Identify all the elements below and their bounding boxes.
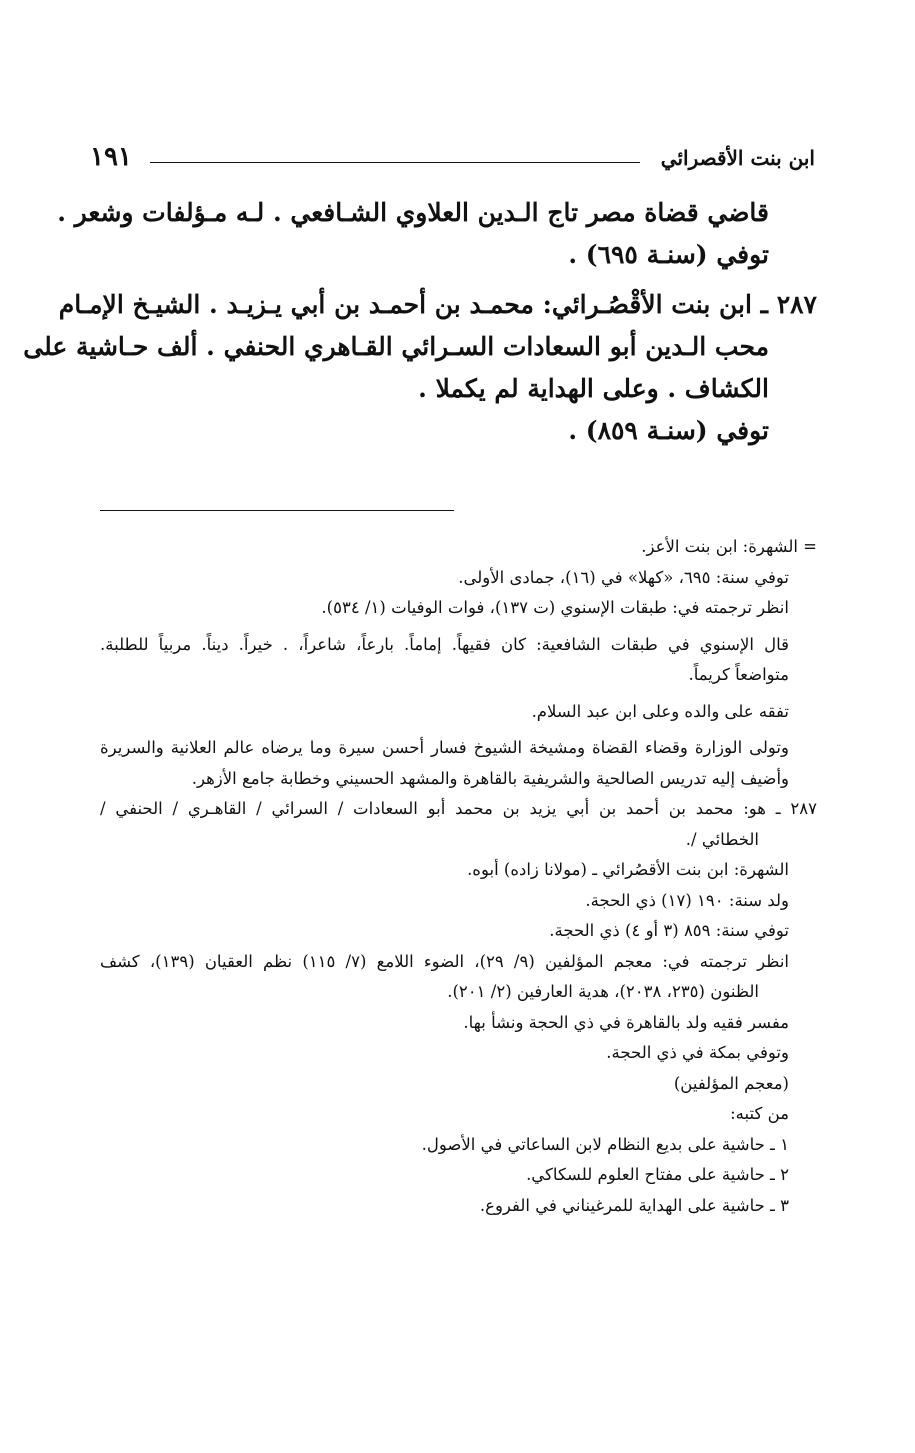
entry-line-1-rest: محمـد بن أحمـد بن أبي يـزيـد . الشيـخ الإمـام xyxy=(58,290,534,319)
fn-287-sources-2: الظنون (٢٣٥، ٢٠٣٨)، هدية العارفين (٢/ ٢٠١). xyxy=(447,982,759,1001)
fn-287-shuhra: الشهرة: ابن بنت الأقصُرائي ـ (مولانا زاده) أبوه. xyxy=(467,860,789,879)
fn-287-desc-2: وتوفي بمكة في ذي الحجة. xyxy=(606,1043,789,1062)
fn-prev-shuhra: = الشهرة: ابن بنت الأعز. xyxy=(641,537,817,556)
entry-number: ٢٨٧ ـ xyxy=(760,290,817,319)
fn-287-book-3: ٣ ـ حاشية على الهداية للمرغيناني في الفروع. xyxy=(479,1195,789,1215)
fn-287-desc-1: مفسر فقيه ولد بالقاهرة في ذي الحجة ونشأ بها. xyxy=(463,1012,789,1032)
prev-entry-continuation: قاضي قضاة مصر تاج الـدين العلاوي الشـافعي . لـه مـؤلفات وشعر . xyxy=(57,198,769,227)
fn-287-sources-1: انظر ترجمته في: معجم المؤلفين (٩/ ٢٩)، الضوء اللامع (٧/ ١١٥) نظم العقيان (١٣٩)، كشف xyxy=(100,951,790,971)
fn-287-death: توفي سنة: ٨٥٩ (٣ أو ٤) ذي الحجة. xyxy=(549,921,789,940)
fn-prev-offices-2: وأضيف إليه تدريس الصالحية والشريفية بالقاهرة والمشهد الحسيني وخطابة جامع الأزهر. xyxy=(191,768,789,788)
fn-287-born: ولد سنة: ١٩٠ (١٧) ذي الحجة. xyxy=(585,890,789,910)
fn-287-who-1: ٢٨٧ ـ هو: محمد بن أحمد بن أبي يزيد بن محمد أبو السعادات / السرائي / القاهـري / الحنفي / xyxy=(100,799,817,818)
prev-entry-death: توفي (سنـة ٦٩٥) . xyxy=(568,240,769,269)
fn-prev-death: توفي سنة: ٦٩٥، «كهلا» في (١٦)، جمادى الأولى. xyxy=(458,567,789,587)
footnotes xyxy=(100,532,817,1221)
page-header xyxy=(90,140,815,180)
fn-prev-quote-1: قال الإسنوي في طبقات الشافعية: كان فقيهاً. إماماً. بارعاً، شاعراً، . خيراً. ديناً. مربياً للطلبة. xyxy=(100,634,789,654)
entry-287-line-2: محب الـدين أبو السعادات السـرائي القـاهري الحنفي . ألف حـاشية على xyxy=(23,332,769,361)
running-title: ابن بنت الأقصرائي xyxy=(660,146,815,170)
page-number: ١٩١ xyxy=(90,142,132,172)
fn-prev-studied: تفقه على والده وعلى ابن عبد السلام. xyxy=(531,701,789,721)
footnote-separator xyxy=(100,510,454,511)
main-text xyxy=(23,192,817,452)
fn-prev-offices-1: وتولى الوزارة وقضاء القضاة ومشيخة الشيوخ فسار أحسن سيرة وما يرضاه عالم العلانية والسريرة xyxy=(100,738,789,757)
entry-heading: ابن بنت الأقْصُـرائي: xyxy=(542,290,752,319)
fn-287-desc-source: (معجم المؤلفين) xyxy=(673,1073,789,1093)
header-rule xyxy=(150,162,640,163)
fn-287-book-2: ٢ ـ حاشية على مفتاح العلوم للسكاكي. xyxy=(526,1165,789,1184)
fn-prev-sources: انظر ترجمته في: طبقات الإسنوي (ت ١٣٧)، فوات الوفيات (١/ ٥٣٤). xyxy=(321,598,789,617)
fn-287-books-heading: من كتبه: xyxy=(730,1104,789,1123)
fn-287-who-2: الخطائي /. xyxy=(685,829,759,849)
entry-287-death: توفي (سنـة ٨٥٩) . xyxy=(568,416,769,445)
fn-prev-quote-2: متواضعاً كريماً. xyxy=(688,665,789,684)
fn-287-book-1: ١ ـ حاشية على بديع النظام لابن الساعاتي في الأصول. xyxy=(421,1134,789,1154)
entry-287-line-1 xyxy=(58,284,817,326)
entry-287-line-3: الكشاف . وعلى الهداية لم يكملا . xyxy=(418,374,769,403)
